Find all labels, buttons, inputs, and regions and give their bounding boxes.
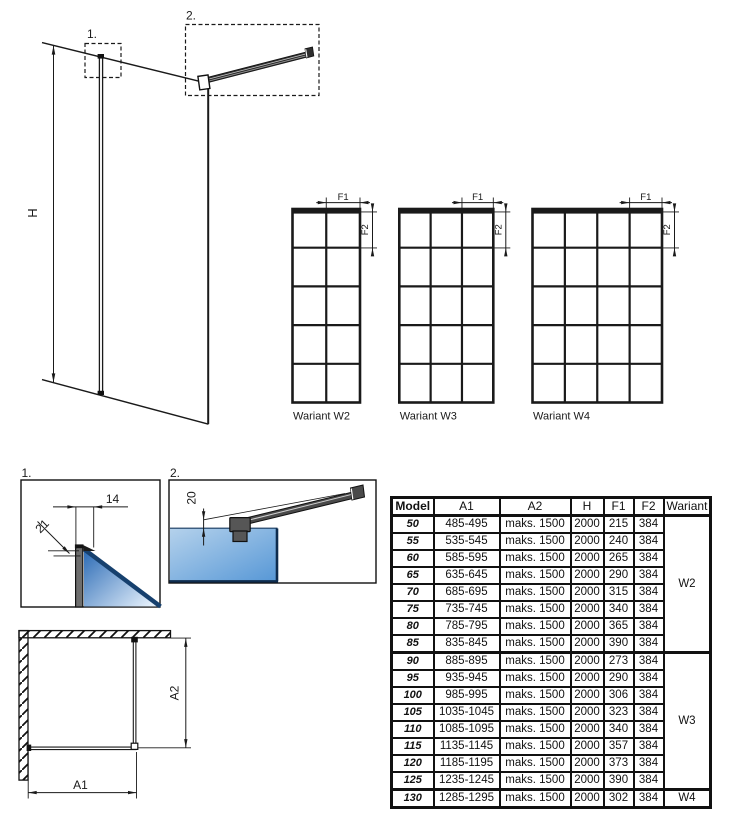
value-cell: maks. 1500 <box>500 653 571 671</box>
wariant-cell: W4 <box>664 790 711 808</box>
detail-1-drawing <box>15 460 165 615</box>
value-cell: 265 <box>604 550 634 567</box>
model-cell: 130 <box>392 790 434 808</box>
value-cell: maks. 1500 <box>500 721 571 738</box>
height-dimension <box>25 46 55 383</box>
value-cell: 2000 <box>571 618 604 635</box>
table-row <box>392 618 711 635</box>
bar-wall-bracket-plan <box>131 637 138 643</box>
value-cell: 2000 <box>571 567 604 584</box>
dim-14 <box>53 505 128 549</box>
value-cell: 290 <box>604 567 634 584</box>
glass-panel-outline <box>42 43 209 425</box>
variant-grid-W3 <box>399 192 510 422</box>
value-cell: 390 <box>604 635 634 653</box>
value-cell: 885-895 <box>434 653 500 671</box>
model-cell: 65 <box>392 567 434 584</box>
value-cell: 1035-1045 <box>434 704 500 721</box>
wall-profile-plan <box>27 745 32 751</box>
value-cell: 735-745 <box>434 601 500 618</box>
value-cell: 935-945 <box>434 670 500 687</box>
support-bar-plan <box>131 637 138 750</box>
table-row <box>392 653 711 671</box>
header-a2: A2 <box>500 498 571 516</box>
value-cell: 384 <box>634 755 664 772</box>
header-f1: F1 <box>604 498 634 516</box>
value-cell: 365 <box>604 618 634 635</box>
value-cell: 384 <box>634 790 664 808</box>
value-cell: 384 <box>634 738 664 755</box>
value-cell: 384 <box>634 687 664 704</box>
value-cell: 2000 <box>571 550 604 567</box>
value-cell: 384 <box>634 533 664 550</box>
detail-2-callout-label: 2. <box>186 8 197 23</box>
model-cell: 55 <box>392 533 434 550</box>
table-row <box>392 704 711 721</box>
model-cell: 75 <box>392 601 434 618</box>
value-cell: 384 <box>634 721 664 738</box>
model-cell: 60 <box>392 550 434 567</box>
value-cell: 1085-1095 <box>434 721 500 738</box>
wariant-cell: W2 <box>664 516 711 653</box>
value-cell: 1185-1195 <box>434 755 500 772</box>
dim-f1-label: F1 <box>640 192 652 204</box>
value-cell: 585-595 <box>434 550 500 567</box>
value-cell: 2000 <box>571 635 604 653</box>
support-bar <box>198 47 314 90</box>
dim-f2-label: F2 <box>662 224 673 236</box>
value-cell: maks. 1500 <box>500 772 571 790</box>
dim-a1-label: A1 <box>73 777 88 792</box>
value-cell: 384 <box>634 618 664 635</box>
value-cell: maks. 1500 <box>500 550 571 567</box>
value-cell: 384 <box>634 653 664 671</box>
value-cell: 1235-1245 <box>434 772 500 790</box>
value-cell: 384 <box>634 635 664 653</box>
value-cell: 357 <box>604 738 634 755</box>
table-row <box>392 635 711 653</box>
table-row <box>392 755 711 772</box>
value-cell: maks. 1500 <box>500 755 571 772</box>
value-cell: 1285-1295 <box>434 790 500 808</box>
value-cell: 390 <box>604 772 634 790</box>
bar-glass-joint-plan <box>131 743 138 749</box>
model-cell: 90 <box>392 653 434 671</box>
value-cell: 323 <box>604 704 634 721</box>
value-cell: maks. 1500 <box>500 584 571 601</box>
value-cell: 485-495 <box>434 516 500 534</box>
value-cell: 785-795 <box>434 618 500 635</box>
value-cell: 340 <box>604 721 634 738</box>
table-row <box>392 670 711 687</box>
value-cell: 384 <box>634 516 664 534</box>
model-cell: 105 <box>392 704 434 721</box>
value-cell: 835-845 <box>434 635 500 653</box>
detail-2-drawing <box>163 460 388 615</box>
model-cell: 95 <box>392 670 434 687</box>
wariant-cell: W3 <box>664 653 711 790</box>
value-cell: 384 <box>634 601 664 618</box>
value-cell: 315 <box>604 584 634 601</box>
glass-top-section <box>170 528 279 582</box>
value-cell: 2000 <box>571 704 604 721</box>
model-cell: 120 <box>392 755 434 772</box>
value-cell: 306 <box>604 687 634 704</box>
table-row <box>392 516 711 534</box>
value-cell: maks. 1500 <box>500 533 571 550</box>
value-cell: maks. 1500 <box>500 635 571 653</box>
table-row <box>392 721 711 738</box>
model-cell: 100 <box>392 687 434 704</box>
variant-label: Wariant W3 <box>399 410 457 423</box>
value-cell: maks. 1500 <box>500 618 571 635</box>
table-row <box>392 772 711 790</box>
value-cell: 290 <box>604 670 634 687</box>
value-cell: 340 <box>604 601 634 618</box>
dim-a2 <box>138 638 192 748</box>
table-row <box>392 790 711 808</box>
value-cell: 2000 <box>571 516 604 534</box>
dim-f1-label: F1 <box>337 192 349 204</box>
value-cell: 635-645 <box>434 567 500 584</box>
detail-1-label: 1. <box>21 466 32 480</box>
value-cell: 384 <box>634 670 664 687</box>
value-cell: 2000 <box>571 738 604 755</box>
value-cell: 215 <box>604 516 634 534</box>
variant-grid-W2 <box>293 192 378 422</box>
plan-view-drawing <box>10 625 230 810</box>
value-cell: 2000 <box>571 670 604 687</box>
value-cell: 2000 <box>571 584 604 601</box>
table-row <box>392 687 711 704</box>
value-cell: 2000 <box>571 772 604 790</box>
value-cell: 2000 <box>571 601 604 618</box>
header-a1: A1 <box>434 498 500 516</box>
table-header-row <box>392 498 711 516</box>
value-cell: maks. 1500 <box>500 738 571 755</box>
model-cell: 125 <box>392 772 434 790</box>
value-cell: maks. 1500 <box>500 704 571 721</box>
model-cell: 115 <box>392 738 434 755</box>
glass-clamp-foot <box>233 531 247 542</box>
dim-f2-label: F2 <box>360 224 371 236</box>
dim-f2-label: F2 <box>493 224 505 236</box>
value-cell: 2000 <box>571 533 604 550</box>
value-cell: maks. 1500 <box>500 516 571 534</box>
value-cell: 985-995 <box>434 687 500 704</box>
walls <box>19 631 171 781</box>
value-cell: maks. 1500 <box>500 790 571 808</box>
variant-grid-W4 <box>533 192 680 422</box>
value-cell: 273 <box>604 653 634 671</box>
value-cell: maks. 1500 <box>500 687 571 704</box>
value-cell: 384 <box>634 704 664 721</box>
table-row <box>392 533 711 550</box>
variant-label: Wariant W4 <box>533 410 591 423</box>
value-cell: maks. 1500 <box>500 670 571 687</box>
value-cell: 373 <box>604 755 634 772</box>
detail-2-label: 2. <box>170 466 181 480</box>
dim-a2-label: A2 <box>167 685 182 701</box>
table-row <box>392 601 711 618</box>
value-cell: maks. 1500 <box>500 567 571 584</box>
value-cell: 384 <box>634 567 664 584</box>
dim-14-label: 14 <box>105 492 120 506</box>
value-cell: 384 <box>634 772 664 790</box>
value-cell: 685-695 <box>434 584 500 601</box>
table-row <box>392 567 711 584</box>
value-cell: 302 <box>604 790 634 808</box>
model-cell: 50 <box>392 516 434 534</box>
dim-f1-label: F1 <box>472 192 484 204</box>
header-model: Model <box>392 498 434 516</box>
value-cell: 384 <box>634 584 664 601</box>
value-cell: 384 <box>634 550 664 567</box>
table-row <box>392 550 711 567</box>
dim-h-label: H <box>25 208 40 218</box>
value-cell: 2000 <box>571 721 604 738</box>
variant-diagrams <box>280 185 710 430</box>
table-row <box>392 738 711 755</box>
model-cell: 85 <box>392 635 434 653</box>
glass-panel-plan <box>27 745 137 751</box>
table-row <box>392 584 711 601</box>
dim-21-label: 21 <box>32 516 52 536</box>
value-cell: 535-545 <box>434 533 500 550</box>
wall-profile <box>98 54 104 395</box>
detail-1-callout-label: 1. <box>87 27 98 41</box>
value-cell: 2000 <box>571 755 604 772</box>
value-cell: maks. 1500 <box>500 601 571 618</box>
variant-label: Wariant W2 <box>293 410 351 423</box>
header-h: H <box>571 498 604 516</box>
value-cell: 2000 <box>571 653 604 671</box>
value-cell: 2000 <box>571 687 604 704</box>
value-cell: 2000 <box>571 790 604 808</box>
detail-1-section <box>75 544 161 607</box>
header-f2: F2 <box>634 498 664 516</box>
value-cell: 240 <box>604 533 634 550</box>
model-cell: 70 <box>392 584 434 601</box>
value-cell: 1135-1145 <box>434 738 500 755</box>
dimensions-table <box>390 496 712 809</box>
dim-20-label: 20 <box>184 491 199 505</box>
header-wariant: Wariant <box>664 498 711 516</box>
glass-clamp <box>230 518 250 532</box>
model-cell: 110 <box>392 721 434 738</box>
model-cell: 80 <box>392 618 434 635</box>
wall-bracket <box>198 75 210 90</box>
